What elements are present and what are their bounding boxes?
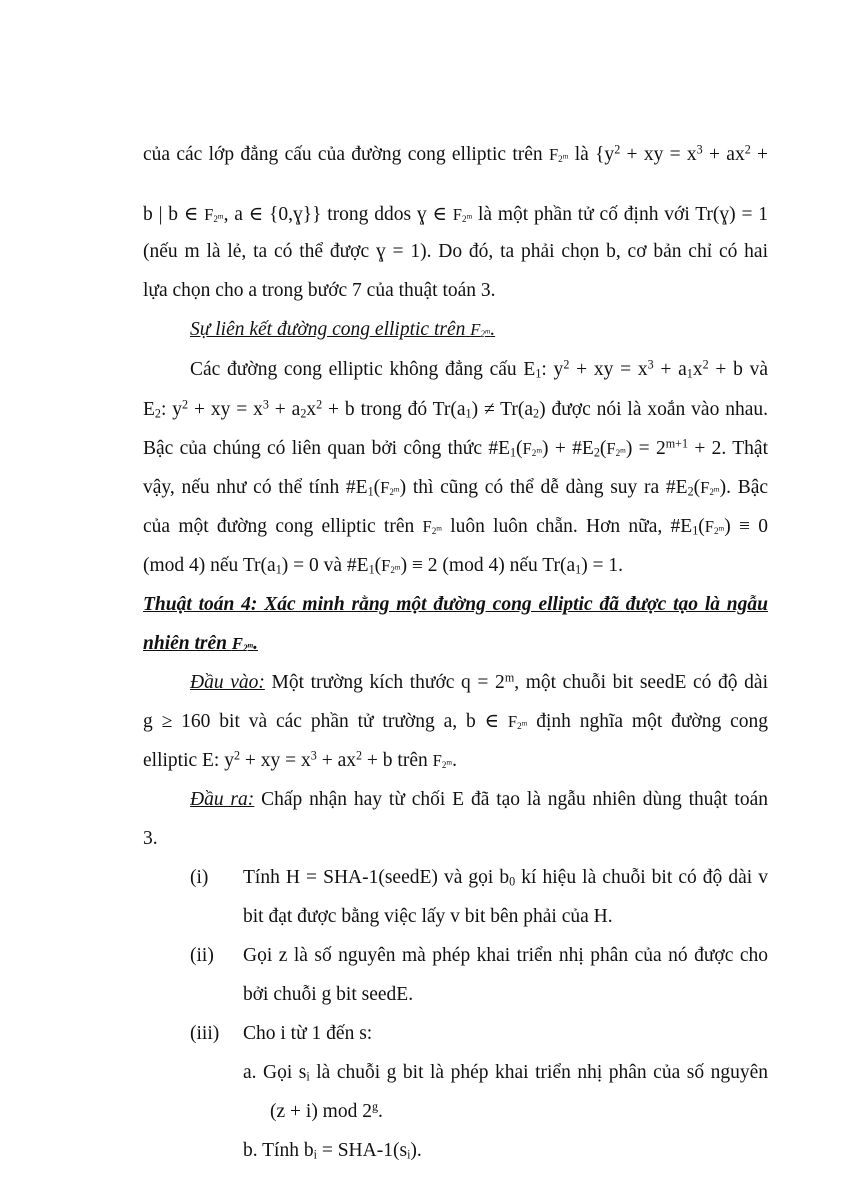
input-line1: Đầu vào: Một trường kích thước $q = 2^m$, một chuỗi bit seedE có độ dài (190, 670, 768, 693)
step-2-line1: Gọi z là số nguyên mà phép khai triển nhị phân của nó được cho (243, 945, 768, 966)
substep-a-line1: a. Gọi $s_i$ là chuỗi g bit là phép khai triển nhị phân của số nguyên (243, 1062, 768, 1084)
step-number: (i) (190, 867, 209, 888)
substep-b-line1: b. Tính $b_i = SHA-1(s_i)$. (243, 1140, 422, 1162)
output-line2: 3. (143, 828, 158, 849)
para1-line1: của các lớp đẳng cấu của đường cong elliptic trên $F_{2^m}$ là {$y^2$ + xy = $x^3 + ax^2$ + (143, 142, 769, 165)
para2-line3: Bậc của chúng có liên quan bởi công thức $\#E_1(F_{2^m})$ + $\#E_2(F_{2^m}) = 2^{m+1} + 2$. Thật (143, 436, 768, 460)
step-1-line1: Tính H = SHA-1(seedE) và gọi $b_0$ kí hiệu là chuỗi bit có độ dài v (243, 867, 768, 889)
output-line1: Đầu ra: Chấp nhận hay từ chối E đã tạo là ngẫu nhiên dùng thuật toán (190, 789, 768, 810)
input-line3: elliptic E: $y^2$ + xy = $x^3 + ax^2 + b$ trên $F_{2^m}$. (143, 748, 457, 771)
para2-line6: (mod 4) nếu $Tr(a_1) = 0$ và $\#E_1(F_{2^m}) \equiv 2$ (mod 4) nếu $Tr(a_1) = 1$. (143, 555, 624, 577)
output-label: Đầu ra: (190, 789, 255, 810)
field-symbol: $F_{2^m}$ (452, 205, 473, 224)
step-number: (ii) (190, 945, 214, 966)
field-symbol: $F_{2^m}$ (204, 205, 224, 224)
algorithm-title-line2: nhiên trên $F_{2^m}$. (143, 633, 259, 654)
input-line2: g ≥ 160 bit và các phần tử trường a, b ∈ $F_{2^m}$ định nghĩa một đường cong (143, 711, 768, 732)
para1-line3: (nếu m là lẻ, ta có thể được ɣ = 1). Do đó, ta phải chọn b, cơ bản chỉ có hai (143, 241, 768, 262)
input-label: Đầu vào: (190, 672, 265, 693)
substep-a-line2: (z + i) mod 2$^g$. (270, 1099, 383, 1122)
para2-line2: $E_2$: $y^2$ + xy = $x^3 + a_2x^2 + b$ trong đó $Tr(a_1) \ne Tr(a_2)$ được nói là xoắn vào nhau. (143, 397, 768, 421)
step-3-line1: Cho i từ 1 đến s: (243, 1023, 373, 1044)
para1-line4: lựa chọn cho a trong bước 7 của thuật toán 3. (143, 280, 496, 301)
para2-line5: của một đường cong elliptic trên $F_{2^m}$ luôn luôn chẵn. Hơn nữa, $\#E_1(F_{2^m}) \equiv 0$ (143, 516, 768, 538)
algorithm-title-line1: Thuật toán 4: Xác minh rằng một đường cong elliptic đã được tạo là ngẫu (143, 594, 768, 615)
section-heading: Sự liên kết đường cong elliptic trên $F_{2^m}$. (190, 319, 496, 340)
para2-line4: vậy, nếu như có thể tính $\#E_1(F_{2^m})$ thì cũng có thể dễ dàng suy ra $\#E_2(F_{2^m})$. Bậc (143, 477, 769, 499)
para2-line1: Các đường cong elliptic không đẳng cấu $E_1$: $y^2$ + xy = $x^3 + a_1x^2 + b$ và (190, 357, 769, 381)
field-symbol: $F_{2^m}$ (548, 145, 569, 164)
step-number: (iii) (190, 1023, 220, 1044)
para1-line2: b | b ∈ $F_{2^m}$, a ∈ {0,ɣ}} trong ddos ɣ ∈ $F_{2^m}$ là một phần tử cố định với Tr(ɣ) = 1 (143, 204, 769, 225)
step-2-line2: bởi chuỗi g bit seedE. (243, 984, 414, 1005)
step-1-line2: bit đạt được bằng việc lấy v bit bên phải của H. (243, 906, 613, 927)
